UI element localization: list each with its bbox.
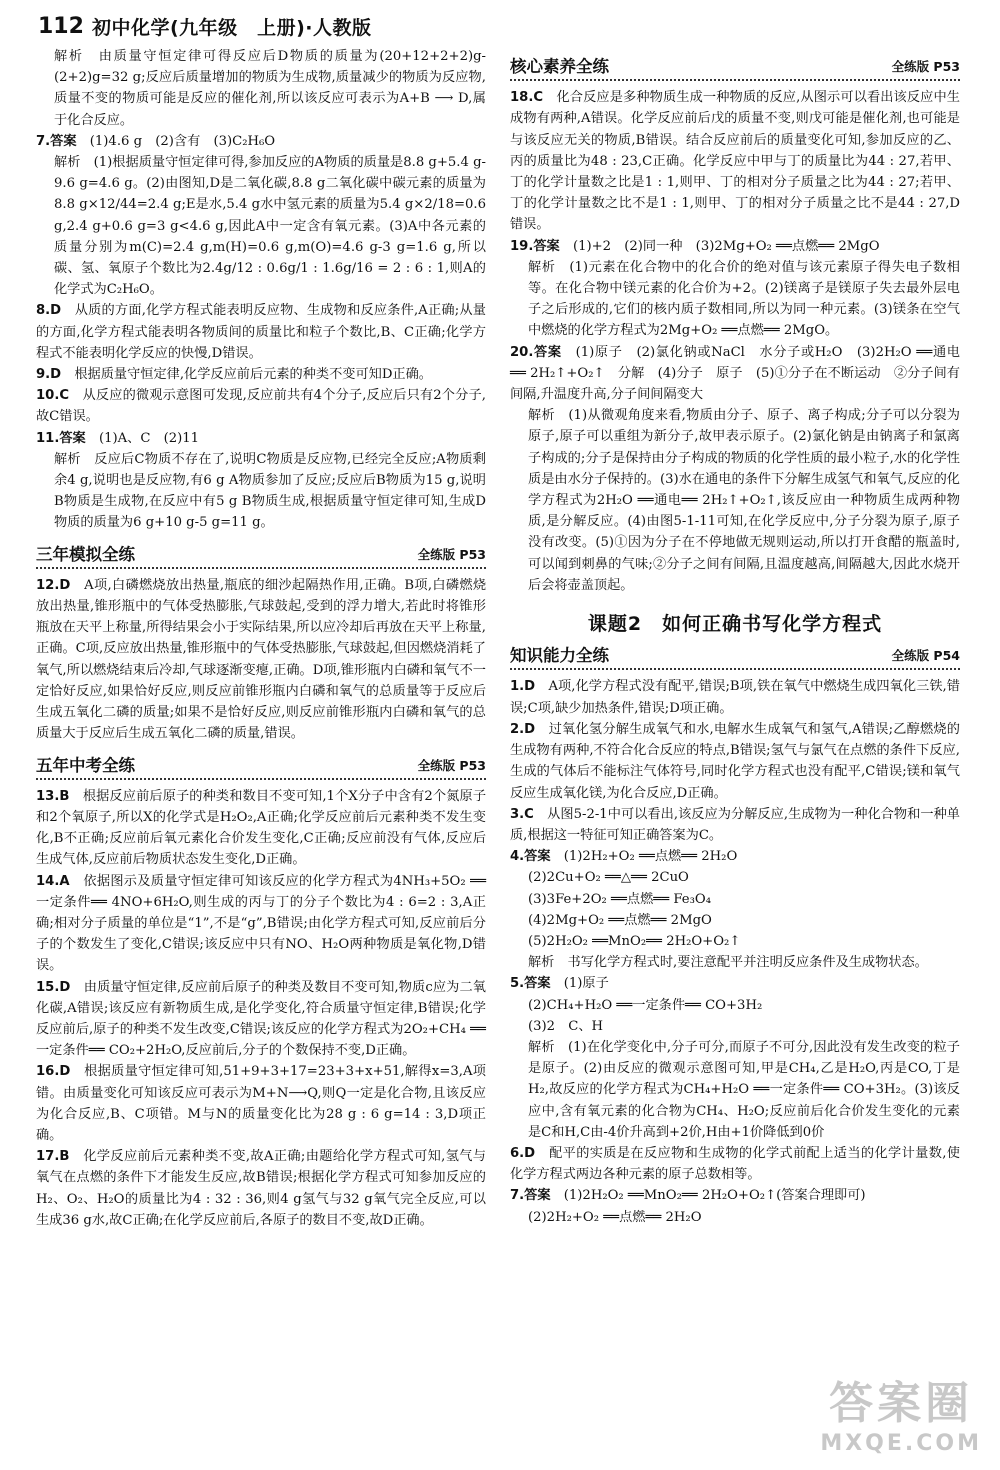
right-column [510, 46, 960, 1228]
analysis-text: 解析 (1)根据质量守恒定律可得,参加反应的A物质的质量是8.8 g+5.4 g-9.6 g=4.6 g。(2)由图知,D是二氧化碳,8.8 g二氧化碳中碳元素的质量为8.8 g×12/44=2.4 g;E是水,5.4 g水中氢元素的质量为5.4 g×2/18=0.6 g,2.4 g+0.6 g=3 g<4.6 g,因此A中一定含有氧元素。(3)A中各元素的质量分别为m(C)=2.4 g,m(H)=0.6 g,m(O)=4.6 g-3 g=1.6 g,所以碳、氢、氧原子个数比为2.4g/12 : 0.6g/1 : 1.6g/16 = 2 : 6 : 1,则A的化学式为C₂H₆O。 [54, 155, 486, 298]
answer-number: 14.A [36, 873, 70, 889]
answer-text: (1)A、C (2)11 [98, 430, 200, 446]
answer-number: 13.B [36, 788, 70, 804]
answer-text: 过氧化氢分解生成氧气和水,电解水生成氧气和氢气,A错误;乙醇燃烧的生成物有两种,不符合化合反应的特点,B错误;氢气与氯气在点燃的条件下反应,生成的气体后不能标注气体符号,同时化学方程式也没有配平,C错误;镁和氧气反应生成氧化镁,为化合反应,D正确。 [510, 721, 960, 801]
answer-number: 15.D [36, 979, 71, 995]
answer-item [36, 385, 486, 427]
answer-item [510, 342, 960, 406]
section-title: 知识能力全练 [510, 646, 609, 666]
topic-title: 课题2 如何正确书写化学方程式 [587, 613, 883, 636]
answer-item [36, 977, 486, 1062]
answer-text: 根据质量守恒定律可知,51+9+3+17=23+3+x+51,解得x=3,A项错。由质量变化可知该反应可表示为M+N⟶Q,则Q一定是化合物,且该反应为化合反应,B、C项错。M与N的质量变化比为28 g : 6 g=14 : 3,D项正确。 [36, 1064, 486, 1143]
answer-item [510, 236, 960, 257]
answer-number: 8.D [36, 303, 62, 319]
equation-line: (2)2H₂+O₂ ══点燃══ 2H₂O [528, 1209, 702, 1225]
section-version: 全练版 P53 [417, 546, 486, 562]
answer-number: 4.答案 [510, 849, 551, 865]
answer-number: 7.答案 [36, 133, 77, 149]
book-title: 初中化学(九年级 上册)·人教版 [91, 16, 372, 39]
answer-item [510, 719, 960, 804]
answer-item [36, 1146, 486, 1231]
watermark-line2: MXQE.COM [820, 1431, 982, 1456]
answer-number: 5.答案 [510, 976, 551, 992]
answer-item [510, 676, 960, 718]
answer-number: 19.答案 [510, 238, 560, 254]
watermark-logo [820, 1367, 982, 1456]
equation-line: (2)CH₄+H₂O ══一定条件══ CO+3H₂ [528, 997, 763, 1013]
section-version: 全练版 P53 [417, 757, 486, 773]
section-version: 全练版 P53 [891, 59, 960, 74]
equation-line: (5)2H₂O₂ ══MnO₂══ 2H₂O+O₂↑ [528, 933, 741, 949]
answer-number: 6.D [510, 1145, 536, 1161]
equation-line: (3)2 C、H [528, 1018, 604, 1034]
answer-text: (1)原子 (2)氯化钠或NaCl 水分子或H₂O (3)2H₂O ══通电══ 2H₂↑+O₂↑ 分解 (4)分子 原子 (5)①分子在不断运动 ②分子间有间隔,升温度升高,分子间间隔变大 [510, 344, 960, 403]
answer-text: (1)2H₂O₂ ══MnO₂══ 2H₂O+O₂↑(答案合理即可) [563, 1188, 866, 1204]
answer-number: 20.答案 [510, 344, 562, 360]
answer-item [510, 973, 960, 994]
analysis-text: 解析 由质量守恒定律可得反应后D物质的质量为(20+12+2+2)g-(2+2)g=32 g;反应后质量增加的物质为生成物,质量减少的物质为反应物,质量不变的物质可能是反应的催化剂,所以该反应可表示为A+B ⟶ D,属于化合反应。 [54, 49, 486, 128]
answer-item [510, 1143, 960, 1185]
section-version: 全练版 P54 [891, 648, 960, 664]
answer-text: 由质量守恒定律,反应前后原子的种类及数目不变可知,物质c应为二氧化碳,A错误;该反应有新物质生成,是化学变化,符合质量守恒定律,B错误;化学反应前后,原子的种类不发生改变,C错误;该反应的化学方程式为2O₂+CH₄ ══一定条件══ CO₂+2H₂O,反应前后,分子的个数保持不变,D正确。 [36, 979, 486, 1059]
analysis-text: 解析 (1)元素在化合物中的化合价的绝对值与该元素原子得失电子数相等。在化合物中镁元素的化合价为+2。(2)镁离子是镁原子失去最外层电子之后形成的,它们的核内质子数相同,所以为同一种元素。(3)镁条在空气中燃烧的化学方程式为2Mg+O₂ ══点燃══ 2MgO。 [528, 259, 960, 339]
answer-number: 3.C [510, 806, 534, 822]
answer-number: 17.B [36, 1149, 70, 1165]
page-number: 112 [38, 13, 84, 39]
answer-number: 18.C [510, 90, 544, 106]
answer-text: (1)+2 (2)同一种 (3)2Mg+O₂ ══点燃══ 2MgO [572, 238, 880, 254]
analysis-text: 解析 (1)从微观角度来看,物质由分子、原子、离子构成;分子可以分裂为原子,原子可以重组为新分子,故甲表示原子。(2)氯化钠是由钠离子和氯离子构成的;分子是保持由分子构成的物质的化学性质的最小粒子,水的化学性质是由水分子保持的。(3)水在通电的条件下分解生成氢气和氧气,反应的化学方程式为2H₂O ══通电══ 2H₂↑+O₂↑,该反应由一种物质生成两种物质,是分解反应。(4)由图5-1-11可知,在化学反应中,分子分裂为原子,原子没有改变。(5)①因为分子在不停地做无规则运动,所以打开食醋的瓶盖时,可以闻到刺鼻的气味;②分子之间有间隔,且温度越高,间隔越大,因此水烧开后会将壶盖顶起。 [528, 408, 960, 593]
answer-text: 根据质量守恒定律,化学反应前后元素的种类不变可知D正确。 [74, 367, 432, 383]
answer-item [510, 804, 960, 846]
answer-item [510, 846, 960, 867]
analysis-text: 解析 书写化学方程式时,要注意配平并注明反应条件及生成物状态。 [528, 955, 928, 971]
answer-number: 16.D [36, 1064, 71, 1080]
answer-item [36, 786, 486, 871]
watermark-line1: 答案圈 [829, 1378, 974, 1429]
answer-text: 化学反应前后元素种类不变,故A正确;由题给化学方程式可知,氢气与氧气在点燃的条件下才能发生反应,故B错误;根据化学方程式可知参加反应的H₂、O₂、H₂O的质量比为4 : 32 : 36,则4 g氢气与32 g氧气完全反应,可以生成36 g水,故C正确;在化学反应前后,各原子的数目不变,故D正确。 [36, 1149, 486, 1228]
answer-item [36, 575, 486, 745]
answer-text: (1)2H₂+O₂ ══点燃══ 2H₂O [563, 849, 738, 865]
answer-item [36, 364, 486, 385]
section-title: 三年模拟全练 [36, 544, 135, 564]
answer-number: 12.D [36, 577, 71, 593]
equation-line: (3)3Fe+2O₂ ══点燃══ Fe₃O₄ [528, 891, 711, 907]
equation-line: (4)2Mg+O₂ ══点燃══ 2MgO [528, 912, 712, 928]
answer-item [36, 131, 486, 152]
answer-text: (1)原子 [563, 976, 609, 992]
answer-item [36, 300, 486, 364]
answer-item [36, 428, 486, 449]
analysis-text: 解析 反应后C物质不存在了,说明C物质是反应物,已经完全反应;A物质剩余4 g,说明也是反应物,有6 g A物质参加了反应;反应后B物质为15 g,说明B物质是生成物,在反应中有5 g B物质生成,根据质量守恒定律可知,生成D物质的质量为6 g+10 g-5 g=11 g。 [54, 451, 486, 531]
answer-text: 从质的方面,化学方程式能表明反应物、生成物和反应条件,A正确;从量的方面,化学方程式能表明各物质间的质量比和粒子个数比,B、C正确;化学方程式不能表明化学反应的快慢,D错误。 [36, 303, 486, 361]
answer-text: 配平的实质是在反应物和生成物的化学式前配上适当的化学计量数,使化学方程式两边各种元素的原子总数相等。 [510, 1145, 960, 1183]
answer-text: 从图5-2-1中可以看出,该反应为分解反应,生成物为一种化合物和一种单质,根据这一特征可知正确答案为C。 [510, 806, 960, 843]
answer-text: 从反应的微观示意图可发现,反应前共有4个分子,反应后只有2个分子,故C错误。 [36, 388, 487, 425]
page-header [38, 8, 372, 44]
answer-number: 10.C [36, 388, 70, 404]
section-header [510, 645, 960, 670]
answer-text: 化合反应是多种物质生成一种物质的反应,从图示可以看出该反应中生成物有两种,A错误。化学反应前后戊的质量不变,则戊可能是催化剂,也可能是与该反应无关的物质,B错误。结合反应前后的质量变化可知,参加反应的乙、丙的质量比为48 : 23,C正确。化学反应中甲与丁的质量比为44 : 27,若甲、丁的化学计量数之比是1 : 1,则甲、丁的相对分子质量之比为44 : 27;若甲、丁的化学计量数之比不是1 : 1,则甲、丁的相对分子质量之比不是44 : 27,D错误。 [510, 90, 960, 233]
answer-item [36, 1061, 486, 1146]
answer-text: A项,化学方程式没有配平,错误;B项,铁在氧气中燃烧生成四氧化三铁,错误;C项,缺少加热条件,错误;D项正确。 [510, 679, 960, 716]
answer-text: 根据反应前后原子的种类和数目不变可知,1个X分子中含有2个氮原子和2个氧原子,所以X的化学式是H₂O₂,A正确;化学反应前后元素种类不发生变化,B不正确;反应前后氧元素化合价发生变化,C正确;反应前没有气体,反应后生成气体,反应前后物质状态发生变化,D正确。 [36, 788, 487, 868]
section-title: 五年中考全练 [36, 755, 135, 775]
section-header [510, 56, 960, 81]
answer-number: 2.D [510, 721, 536, 737]
answer-item [36, 871, 486, 977]
answer-number: 9.D [36, 367, 62, 383]
answer-text: 依据图示及质量守恒定律可知该反应的化学方程式为4NH₃+5O₂ ══一定条件══ 4NO+6H₂O,则生成的丙与丁的分子个数比为4 : 6=2 : 3,A正确;相对分子质量的单位是“1”,不是“g”,B错误;由化学方程式可知,反应前后分子的个数发生了变化,C错误;该反应中只有NO、H₂O两种物质是氧化物,D错误。 [36, 873, 487, 974]
answer-item [510, 1185, 960, 1206]
equation-line: (2)2Cu+O₂ ══△══ 2CuO [528, 870, 689, 886]
answer-number: 7.答案 [510, 1188, 551, 1204]
section-title: 核心素养全练 [510, 57, 609, 76]
analysis-text: 解析 (1)在化学变化中,分子可分,而原子不可分,因此没有发生改变的粒子是原子。(2)由反应的微观示意图可知,甲是CH₄,乙是H₂O,丙是CO,丁是H₂,故反应的化学方程式为CH₄+H₂O ══一定条件══ CO+3H₂。(3)该反应中,含有氧元素的化合物为CH₄、H₂O;反应前后化合价发生变化的元素是C和H,C由-4价升高到+2价,H由+1价降低到0价 [528, 1039, 960, 1140]
answer-text: A项,白磷燃烧放出热量,瓶底的细沙起隔热作用,正确。B项,白磷燃烧放出热量,锥形瓶中的气体受热膨胀,气球鼓起,受到的浮力增大,若此时将锥形瓶放在天平上称量,所得结果会小于实际结果,所以应冷却后再放在天平上称量,正确。C项,反应放出热量,锥形瓶中的气体受热膨胀,气球鼓起,但因燃烧消耗了氧气,所以燃烧结束后冷却,气球逐渐变瘪,正确。D项,锥形瓶内白磷和氧气不一定恰好反应,如果恰好反应,则反应前锥形瓶内白磷和氧气的总质量等于反应后生成五氧化二磷的质量;如果不是恰好反应,则反应前锥形瓶内白磷和氧气的总质量大于反应后生成五氧化二磷的质量,错误。 [36, 577, 487, 742]
answer-number: 11.答案 [36, 430, 86, 446]
answer-text: (1)4.6 g (2)含有 (3)C₂H₆O [89, 133, 276, 149]
answer-item [510, 87, 960, 235]
section-header [36, 755, 486, 780]
answer-number: 1.D [510, 679, 536, 695]
section-header [36, 544, 486, 569]
left-column [36, 46, 486, 1231]
